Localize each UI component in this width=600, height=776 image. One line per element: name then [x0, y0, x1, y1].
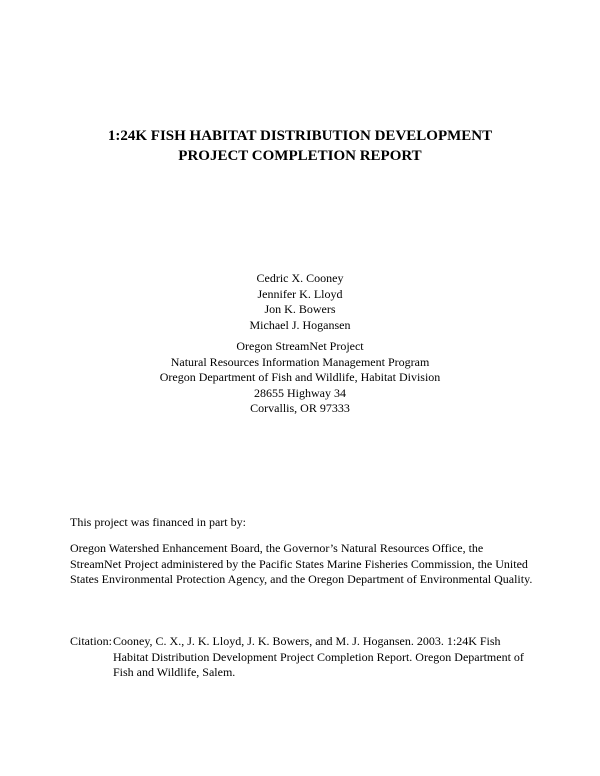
funders-line: Oregon Watershed Enhancement Board, the Governor’s Natural Resources Office, the [70, 541, 484, 555]
citation-line: Cooney, C. X., J. K. Lloyd, J. K. Bowers, and M. J. Hogansen. 2003. 1:24K Fish [113, 634, 501, 648]
organization-line: Oregon Department of Fish and Wildlife, Habitat Division [159, 370, 441, 384]
author-name: Michael J. Hogansen [249, 317, 351, 332]
citation-text [113, 634, 553, 681]
organization-address [60, 339, 540, 417]
organization-line: 28655 Highway 34 [254, 385, 346, 400]
funders-paragraph [70, 541, 540, 588]
report-title [60, 126, 540, 166]
citation-line: Habitat Distribution Development Project Completion Report. Oregon Department of [113, 649, 524, 664]
authors-list [60, 271, 540, 333]
author-name: Jon K. Bowers [264, 302, 336, 316]
funders-line: StreamNet Project administered by the Pacific States Marine Fisheries Commission, the United [70, 556, 528, 571]
report-title-line-2: PROJECT COMPLETION REPORT [178, 148, 422, 164]
organization-line: Corvallis, OR 97333 [250, 401, 350, 415]
citation-line: Fish and Wildlife, Salem. [113, 665, 236, 679]
organization-line: Natural Resources Information Management Program [170, 354, 430, 369]
citation-label: Citation: [70, 634, 112, 648]
report-title-line-1: 1:24K FISH HABITAT DISTRIBUTION DEVELOPMENT [107, 128, 493, 144]
funders-line: States Environmental Protection Agency, and the Oregon Department of Environmental Quality. [70, 572, 533, 586]
organization-line: Oregon StreamNet Project [236, 339, 364, 353]
financing-label: This project was financed in part by: [70, 515, 246, 529]
author-name: Jennifer K. Lloyd [257, 286, 343, 301]
author-name: Cedric X. Cooney [256, 271, 344, 285]
